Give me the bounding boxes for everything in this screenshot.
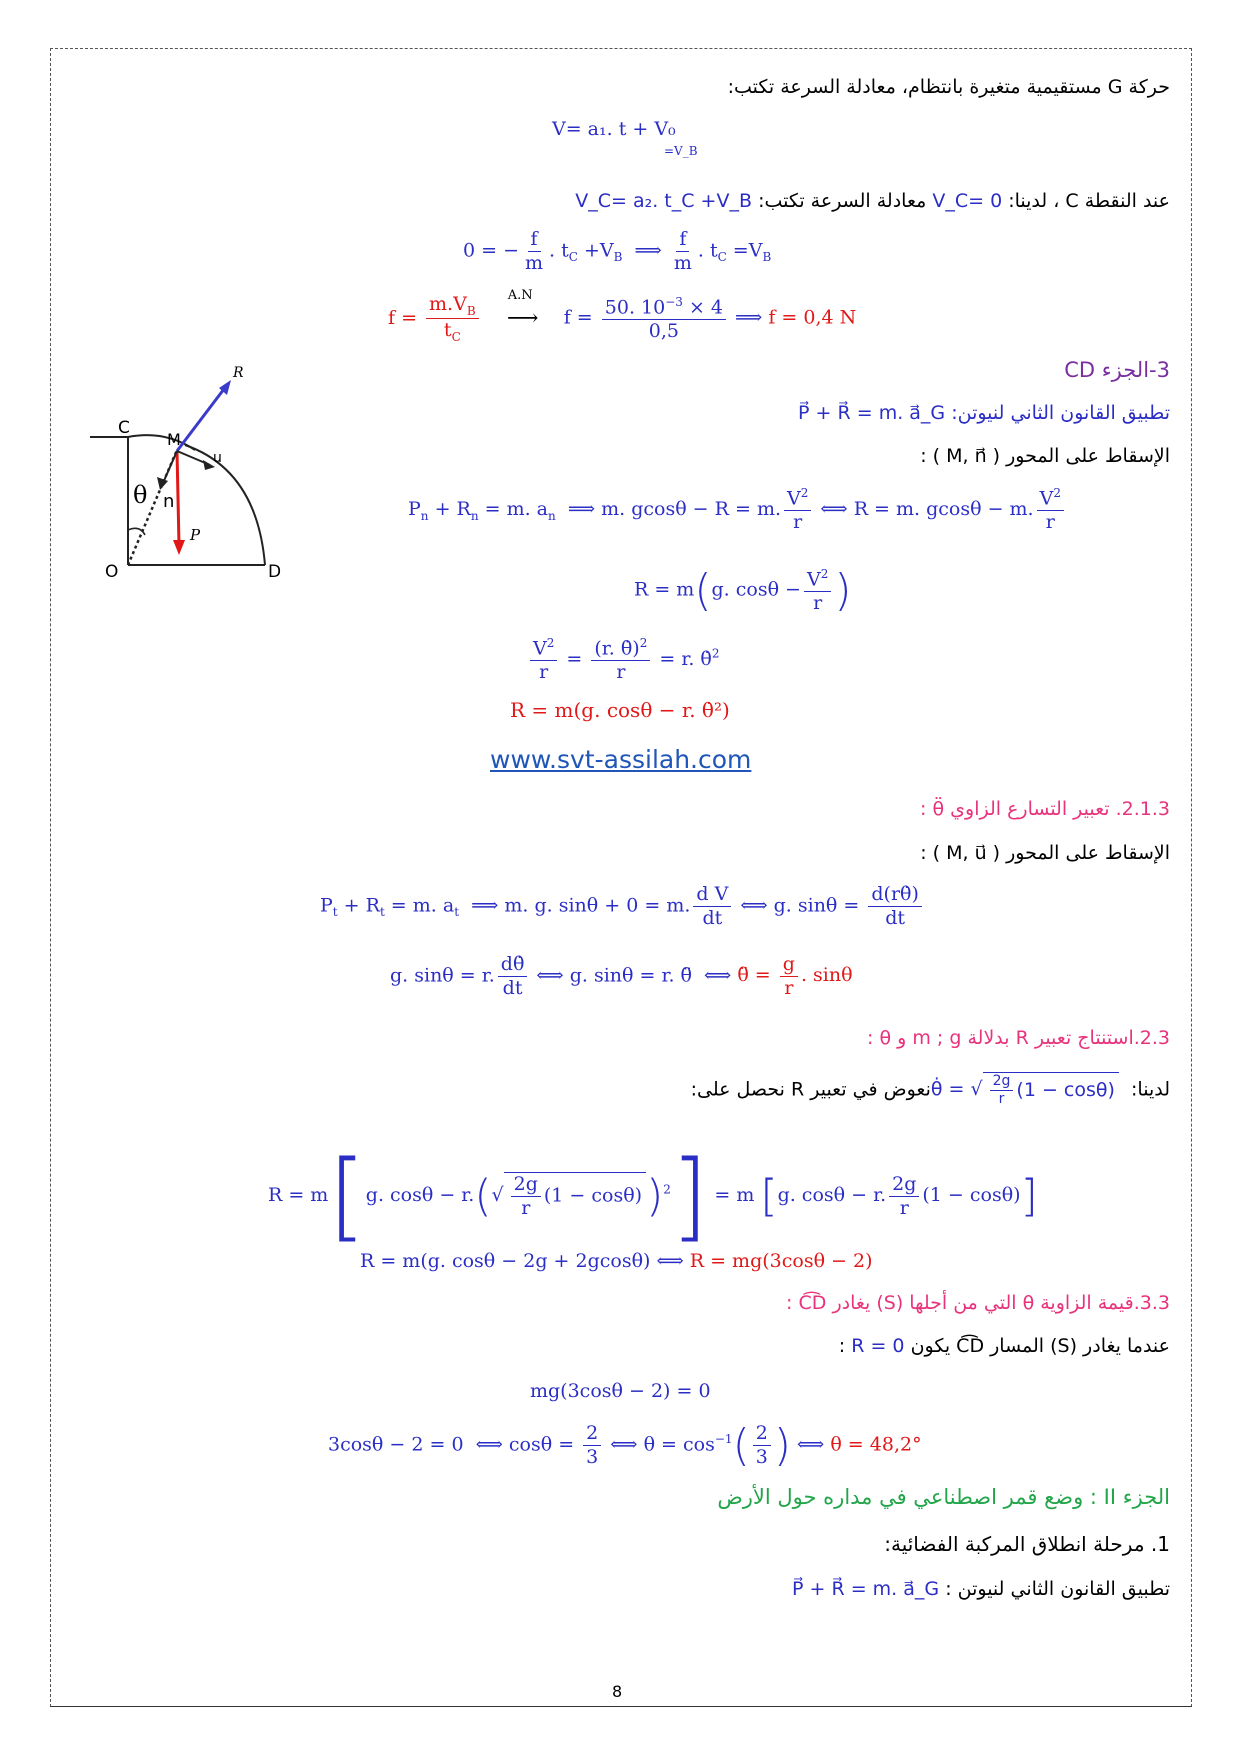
given-theta-dot	[691, 1072, 1170, 1108]
website-link[interactable]: www.svt-assilah.com	[490, 745, 752, 774]
label-O: O	[105, 562, 119, 582]
given-label: لدينا:	[1131, 1078, 1170, 1101]
eq-vc-zero: V_C= 0	[932, 190, 1003, 212]
leave-condition-label: عندما يغادر (S) المسار C͡D يكون	[910, 1335, 1170, 1357]
question-3-3: 3.3.قيمة الزاوية θ التي من أجلها (S) يغادر C͡D :	[786, 1292, 1170, 1314]
weight-arrowhead	[173, 540, 185, 555]
eq-R-final: R = m(g. cosθ − 2g + 2gcosθ) ⟺ R = mg(3cosθ − 2)	[360, 1250, 873, 1272]
projection-u: الإسقاط على المحور ( M, u⃗ ) :	[920, 842, 1170, 864]
leave-condition: عندما يغادر (S) المسار C͡D يكون R = 0 :	[838, 1335, 1170, 1357]
eq-velocity-law	[552, 118, 698, 158]
section-3-label: 3-الجزء CD	[1064, 358, 1170, 382]
label-D: D	[268, 562, 282, 582]
eq-angular-acceleration: g. sinθ = r. $\frac{d\thetȧ}{dt}$ ⟺ g. sinθ = r. θ̈ ⟺ θ̈ = $\frac{g}{r}$ . sinθ	[390, 953, 853, 999]
weight-vector	[177, 451, 179, 545]
text-point-C-label: عند النقطة C ، لدينا:	[1008, 190, 1170, 212]
an-label: A.N	[507, 288, 533, 304]
eq-R-zero: R = 0	[851, 1335, 905, 1357]
question-2-1-3: 2.1.3. تعبير التسارع الزاوي θ̈ :	[920, 798, 1170, 820]
label-R: R	[233, 365, 244, 381]
arc-CD	[185, 445, 265, 565]
quarter-circle-figure	[85, 355, 295, 585]
eq-theta-dot: θ̇ = √ $\frac{2g}{r}$ (1 − cosθ)	[931, 1078, 1125, 1100]
eq-force-derivation: 0 = − $\frac{f}{m}$ . $t_C +V_B$ ⟹ $\frac{f}{m}$ . $t_C =V_B$	[463, 228, 772, 274]
projection-n: الإسقاط على المحور ( M, n⃗ ) :	[920, 445, 1170, 467]
newton-law-2-eq: P⃗ + R⃗ = m. a⃗_G	[792, 1578, 940, 1600]
force-result: f = 0,4 N	[768, 306, 857, 329]
label-theta: θ	[133, 481, 148, 509]
label-u: u	[213, 450, 222, 466]
normal-vector	[163, 451, 177, 483]
label-P: P	[190, 526, 201, 544]
eq-theta-value: 3cosθ − 2 = 0 ⟺ cosθ = $\frac{2}{3}$ ⟺ $\theta = \cos^{-1}$( $\frac{2}{3}$ ) ⟺ θ = 48,2°	[328, 1420, 922, 1471]
eq-R-result: R = m(g. cosθ − r. θ̇²)	[510, 698, 730, 722]
newton-law-2-line	[792, 1578, 1170, 1600]
stage-1-title: 1. مرحلة انطلاق المركبة الفضائية:	[884, 1532, 1170, 1556]
eq-R-substituted: R = m[g. cosθ − r.(√ $\frac{2g}{r}$ (1 − cosθ))$^2$] = m [g. cosθ − r. $\frac{2g}{r}$ (1 − cosθ)]	[268, 1140, 1038, 1252]
section-3-CD	[1064, 358, 1170, 382]
eq-normal-projection: $P_n + R_n = m$. $a_n$ ⟹ m. gcosθ − R = m. $\frac{V^2}{r}$ ⟺ R = m. gcosθ − m. $\frac{V^2}{r}$	[408, 486, 1067, 534]
newton-law-label: تطبيق القانون الثاني لنيوتن:	[951, 402, 1170, 424]
question-2-3: 2.3.استنتاج تعبير R بدلالة m ; g و θ :	[867, 1027, 1170, 1049]
label-C: C	[118, 418, 130, 438]
newton-law-line	[798, 402, 1170, 424]
label-n: n	[163, 491, 175, 512]
text-motion-G: حركة G مستقيمية متغيرة بانتظام، معادلة السرعة تكتب:	[727, 76, 1170, 98]
eq-velocity-under: =V_B	[664, 144, 698, 158]
eq-tangent-projection: $P_t + R_t = m$. $a_t$ ⟹ m. g. sinθ + 0 = m. $\frac{\text{d V}}{dt}$ ⟺ g. sinθ = $\frac{d(r\thetȧ)}{dt}$	[320, 883, 925, 930]
reaction-vector	[177, 385, 227, 451]
eq-velocity-text: V= a₁. t + V₀	[552, 118, 676, 140]
eq-R-factored: R = m(g. cosθ − $\frac{V^2}{r}$ )	[634, 565, 852, 616]
newton-law-2-label: تطبيق القانون الثاني لنيوتن :	[945, 1578, 1170, 1600]
eq-mg-zero: mg(3cosθ − 2) = 0	[530, 1380, 711, 1402]
text-velocity-eq-label: معادلة السرعة تكتب:	[758, 190, 927, 212]
text-point-C	[575, 190, 1170, 212]
part-II-title: الجزء II : وضع قمر اصطناعي في مداره حول الأرض	[717, 1485, 1170, 1509]
normal-arrowhead	[157, 477, 168, 490]
eq-force-value: f = $\frac{m.V_B}{t_C}$ A.N ⟶ f = $\frac{50. 10^{-3} \times 4}{0,5}$ ⟹ f = 0,4 N	[388, 288, 857, 344]
page-number: 8	[612, 1682, 623, 1701]
eq-v2-over-r: $\frac{V^2}{r}$ = $\frac{(r. \thetȧ)^2}{r}$ = r. θ̇$^2$	[527, 636, 720, 684]
newton-law-eq: P⃗ + R⃗ = m. a⃗_G	[798, 402, 946, 424]
eq-vc: V_C= a₂. t_C +V_B	[575, 190, 753, 212]
label-M: M	[167, 430, 181, 449]
substitute-label: نعوض في تعبير R نحصل على:	[690, 1078, 931, 1101]
